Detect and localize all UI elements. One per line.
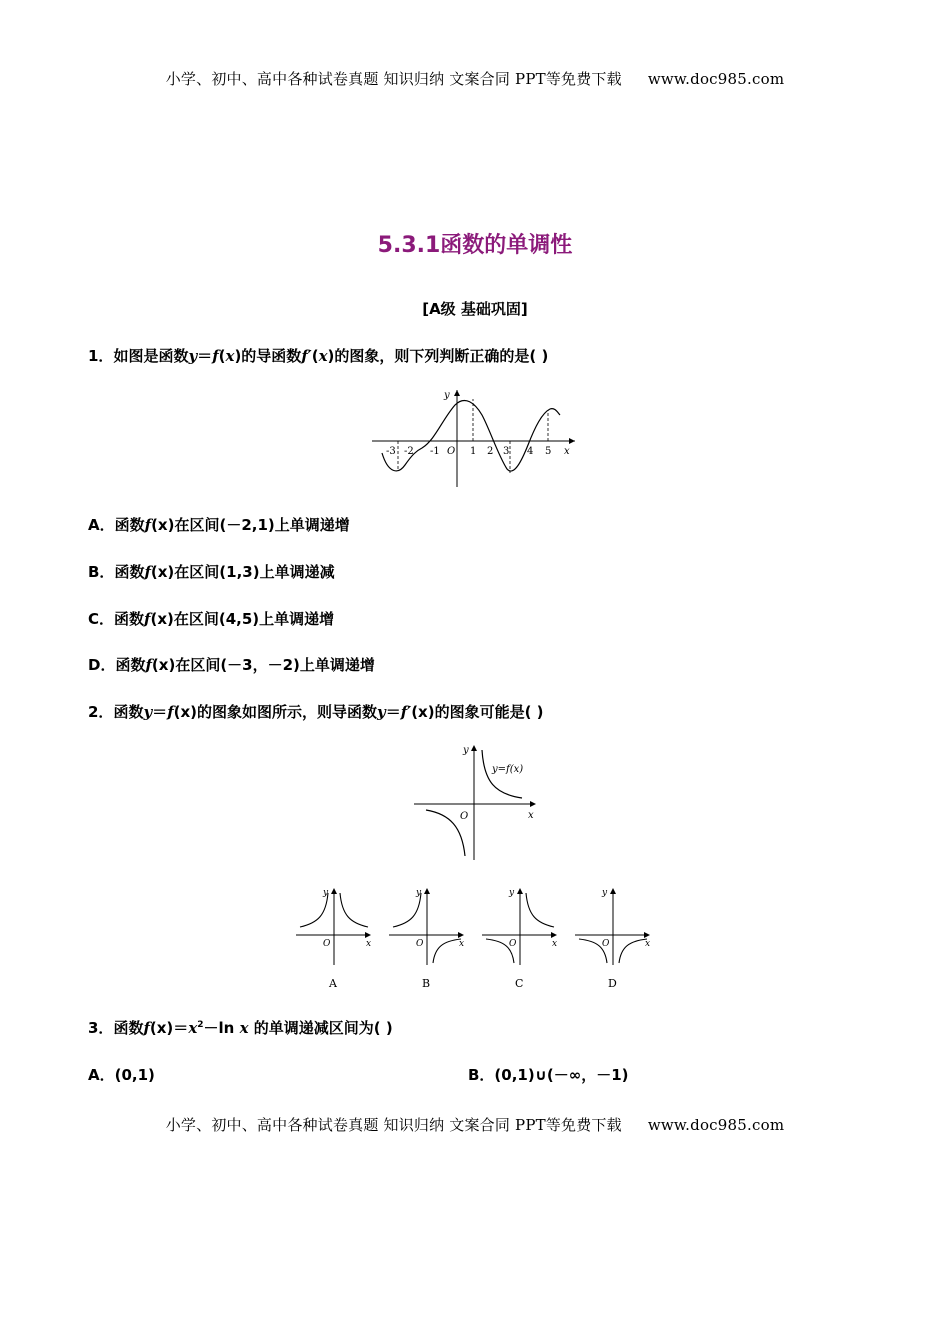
option-var-f: f (144, 563, 151, 581)
option-var-f: f (144, 610, 151, 628)
q1-text-post: )的图象，则下列判断正确的是( ) (327, 347, 549, 365)
option-text: 函数 (114, 610, 145, 628)
q1-number: 1． (88, 347, 114, 365)
page-title: 5.3.1函数的单调性 (377, 233, 573, 258)
option-letter: A． (88, 516, 115, 534)
option-text: 函数 (114, 516, 145, 534)
option-rest: 在区间(－3，－2)上单调递增 (175, 656, 375, 674)
q1-var-f: f (212, 347, 219, 365)
q1-tick-5: 5 (545, 446, 552, 457)
q1-var-fprime: f′ (301, 347, 312, 365)
q1-derivative-graph (370, 385, 580, 490)
page-header (0, 68, 950, 89)
footer-url[interactable]: www.doc985.com (647, 1116, 785, 1134)
q2-var-y2: y (377, 703, 386, 721)
q1-tick-1: 1 (470, 446, 477, 457)
q3-number: 3． (88, 1019, 114, 1037)
choice-b-y-label: y (416, 888, 422, 898)
option-var-x: (x) (150, 610, 174, 628)
q3-text-mid: －ln (203, 1019, 240, 1037)
q1-var-x2: x (318, 347, 328, 365)
option-text: 函数 (114, 563, 145, 581)
option-var-x: (x) (151, 656, 176, 674)
q3-var-xsq: x (188, 1019, 198, 1037)
q3-exponent: 2 (197, 1020, 204, 1030)
q1-curve (382, 400, 560, 471)
q3-var-x: (x) (149, 1019, 174, 1037)
q2-origin: O (460, 811, 469, 822)
q2-eq2: ＝ (385, 703, 401, 721)
q1-tick-m3: -3 (386, 446, 396, 457)
option-letter: B． (88, 563, 115, 581)
q1-tick-m2: -2 (404, 446, 414, 457)
q1-paren2: ( (311, 347, 319, 365)
q2-choice-graphs (292, 885, 662, 995)
choice-c-x-label: x (552, 939, 558, 949)
choice-b-graph[interactable] (389, 888, 464, 990)
header-url[interactable]: www.doc985.com (647, 70, 785, 88)
header-text: 小学、初中、高中各种试卷真题 知识归纳 文案合同 PPT等免费下载 (165, 70, 622, 88)
q2-main-graph (410, 742, 540, 862)
q3-stem (88, 1017, 393, 1038)
q2-var-fprime: f′ (400, 703, 412, 721)
page-footer (0, 1114, 950, 1135)
choice-c-origin: O (509, 939, 517, 949)
q2-stem (88, 701, 544, 722)
option-text: 函数 (115, 656, 146, 674)
q1-option-c[interactable] (88, 608, 334, 629)
option-var-x: (x) (151, 516, 175, 534)
choice-c-graph[interactable] (482, 888, 557, 990)
q3-option-a[interactable]: A．(0,1) (88, 1066, 155, 1084)
q2-var-y: y (143, 703, 153, 721)
q1-option-d[interactable] (88, 654, 375, 675)
option-rest: 在区间(－2,1)上单调递增 (174, 516, 350, 534)
q1-paren: ( (218, 347, 226, 365)
q1-text-pre: 如图是函数 (113, 347, 189, 365)
option-letter: D． (88, 656, 116, 674)
q3-option-b[interactable]: B．(0,1)∪(－∞，－1) (468, 1066, 629, 1084)
q1-option-b[interactable] (88, 561, 335, 582)
q1-y-arrow (454, 390, 460, 396)
q1-origin: O (447, 446, 456, 457)
option-var-f: f (145, 656, 152, 674)
q2-text-mid: (x)的图象如图所示，则导函数 (173, 703, 378, 721)
q2-y-label: y (463, 745, 469, 756)
choice-b-x-label: x (459, 939, 465, 949)
choice-a-y-label: y (323, 888, 329, 898)
choice-d-x-label: x (645, 939, 651, 949)
q3-eq: ＝ (173, 1019, 189, 1037)
choice-d-origin: O (602, 939, 610, 949)
choice-d-graph[interactable] (575, 888, 650, 990)
choice-a-x-label: x (366, 939, 372, 949)
q2-y-arrow (471, 745, 477, 751)
q2-eq: ＝ (152, 703, 168, 721)
q2-text-pre: 函数 (113, 703, 144, 721)
choice-d-label: D (608, 977, 617, 990)
option-var-f: f (144, 516, 152, 534)
q1-tick-labels (386, 446, 551, 457)
choice-a-graph[interactable] (296, 888, 371, 990)
q1-stem (88, 345, 548, 366)
q1-x-label: x (564, 446, 570, 457)
q2-number: 2． (88, 703, 114, 721)
option-letter: C． (88, 610, 115, 628)
q3-text-post: 的单调递减区间为( ) (248, 1019, 393, 1037)
q1-x-arrow (569, 438, 575, 444)
q1-tick-2: 2 (487, 446, 494, 457)
footer-text: 小学、初中、高中各种试卷真题 知识归纳 文案合同 PPT等免费下载 (165, 1116, 622, 1134)
choice-c-y-label: y (509, 888, 515, 898)
q2-x-arrow (530, 801, 536, 807)
q1-option-a[interactable] (88, 514, 350, 535)
q1-var-y: y (188, 347, 198, 365)
q1-tick-m1: -1 (430, 446, 440, 457)
section-level: [A级 基础巩固] (422, 300, 528, 318)
choice-d-y-label: y (602, 888, 608, 898)
option-rest: 在区间(1,3)上单调递减 (174, 563, 335, 581)
choice-b-label: B (422, 977, 431, 990)
q2-var-f: f (167, 703, 174, 721)
q3-var-f: f (143, 1019, 150, 1037)
q2-curve-label: y=f(x) (492, 764, 524, 775)
q3-text-pre: 函数 (113, 1019, 144, 1037)
q1-y-label: y (444, 390, 450, 401)
q1-tick-3: 3 (503, 446, 510, 457)
choice-c-label: C (515, 977, 524, 990)
q3-var-x2: x (239, 1019, 249, 1037)
choice-a-origin: O (323, 939, 331, 949)
q1-tick-4: 4 (527, 446, 534, 457)
choice-a-label: A (329, 977, 337, 990)
q1-text-mid: )的导函数 (234, 347, 302, 365)
q1-eq: ＝ (197, 347, 213, 365)
q2-text-post: (x)的图象可能是( ) (411, 703, 544, 721)
option-rest: 在区间(4,5)上单调递增 (173, 610, 335, 628)
q2-x-label: x (528, 810, 534, 821)
option-var-x: (x) (150, 563, 175, 581)
q1-var-x: x (225, 347, 235, 365)
choice-b-origin: O (416, 939, 424, 949)
